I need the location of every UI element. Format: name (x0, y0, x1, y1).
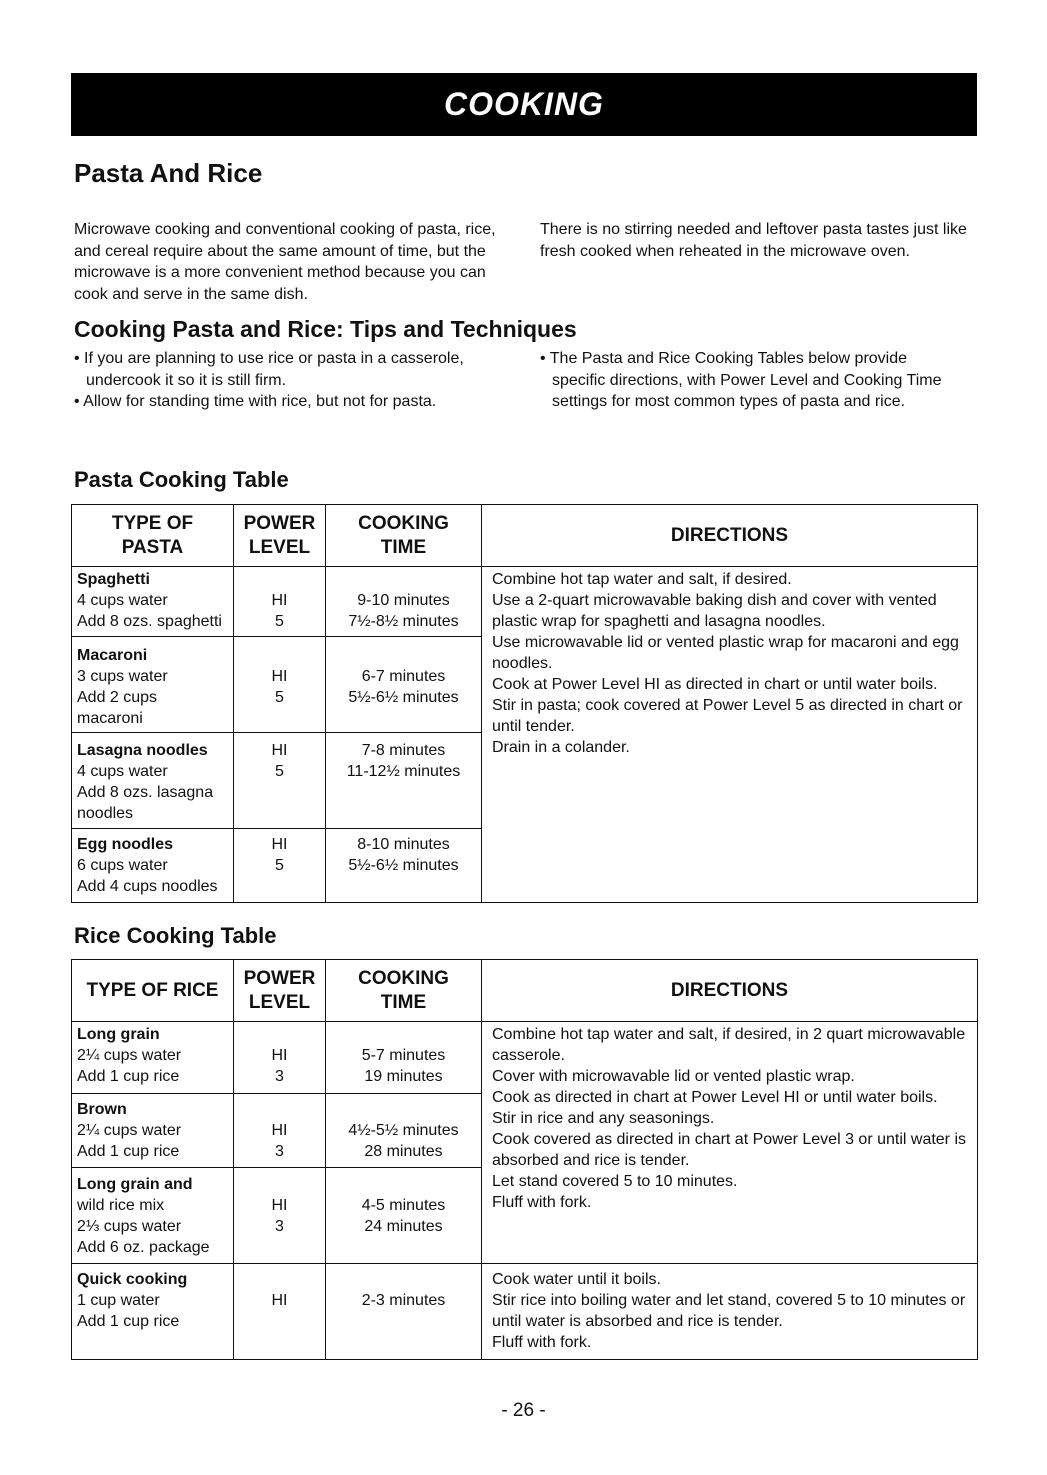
pasta-type-cell (72, 733, 234, 829)
pasta-detail: Add 8 ozs. spaghetti (77, 613, 222, 630)
pasta-detail: Add 2 cups (77, 689, 158, 706)
pasta-cooking-table (71, 504, 978, 903)
col-header-directions: DIRECTIONS (482, 505, 978, 567)
time-value: 2-3 minutes (361, 1292, 446, 1309)
directions-cell (482, 1022, 978, 1264)
rice-detail: Add 1 cup rice (77, 1068, 180, 1085)
power-cell (234, 1264, 326, 1360)
rice-cooking-table (71, 959, 978, 1360)
section-title: Pasta And Rice (74, 158, 263, 188)
rice-detail: 1 cup water (77, 1292, 160, 1309)
table-row (72, 567, 978, 637)
time-cell (326, 1022, 482, 1094)
intro-left: Microwave cooking and conventional cooking of pasta, rice, and cereal require about the same amount of time, but the microwave is a more convenient method because you can cook and serve in the same dish. (74, 221, 496, 303)
rice-detail: Add 6 oz. package (77, 1239, 210, 1256)
time-value: 5½-6½ minutes (348, 689, 459, 706)
power-cell (234, 567, 326, 637)
time-value: 8-10 minutes (357, 836, 450, 853)
tips-title: Cooking Pasta and Rice: Tips and Techniques (74, 316, 577, 342)
pasta-name: Macaroni (77, 647, 148, 664)
power-cell (234, 1094, 326, 1168)
rice-detail: Add 1 cup rice (77, 1143, 180, 1160)
power-value: HI (271, 836, 288, 853)
time-cell (326, 1264, 482, 1360)
time-cell (326, 1094, 482, 1168)
time-value: 19 minutes (364, 1068, 443, 1085)
pasta-detail: noodles (77, 805, 134, 822)
time-cell (326, 637, 482, 733)
direction-text: Cook as directed in chart at Power Level HI or until water boils. (492, 1089, 938, 1106)
direction-text: Use microwavable lid or vented plastic wrap for macaroni and egg noodles. (492, 634, 959, 672)
time-value: 5½-6½ minutes (348, 857, 459, 874)
col-header-directions: DIRECTIONS (482, 960, 978, 1022)
rice-type-cell (72, 1094, 234, 1168)
power-cell (234, 637, 326, 733)
power-cell (234, 1168, 326, 1264)
power-value: 5 (275, 689, 284, 706)
power-value: 3 (275, 1143, 284, 1160)
tip-item: • If you are planning to use rice or pasta in a casserole, undercook it so it is still firm. (74, 348, 514, 391)
direction-text: Combine hot tap water and salt, if desired, in 2 quart microwavable casserole. (492, 1026, 966, 1064)
col-header-type: TYPE OF PASTA (72, 505, 234, 567)
power-value: 5 (275, 763, 284, 780)
power-cell (234, 1022, 326, 1094)
rice-name: Long grain and (77, 1176, 193, 1193)
power-value: HI (271, 1197, 288, 1214)
power-cell (234, 733, 326, 829)
direction-text: Cook at Power Level HI as directed in chart or until water boils. (492, 676, 938, 693)
time-cell (326, 829, 482, 903)
time-value: 24 minutes (364, 1218, 443, 1235)
time-value: 28 minutes (364, 1143, 443, 1160)
time-value: 9-10 minutes (357, 592, 450, 609)
pasta-name: Spaghetti (77, 571, 150, 588)
power-value: HI (271, 668, 288, 685)
pasta-detail: macaroni (77, 710, 143, 727)
direction-text: Stir rice into boiling water and let stand, covered 5 to 10 minutes or until water is absorbed and rice is tender. (492, 1292, 966, 1330)
rice-detail: 2⅓ cups water (77, 1218, 182, 1235)
pasta-detail: Add 4 cups noodles (77, 878, 218, 895)
pasta-detail: 4 cups water (77, 592, 168, 609)
pasta-name: Egg noodles (77, 836, 173, 853)
direction-text: Fluff with fork. (492, 1194, 592, 1211)
intro-right: There is no stirring needed and leftover pasta tastes just like fresh cooked when reheated in the microwave oven. (540, 221, 967, 260)
power-value: 5 (275, 613, 284, 630)
direction-text: Stir in pasta; cook covered at Power Level 5 as directed in chart or until tender. (492, 697, 963, 735)
pasta-detail: 4 cups water (77, 763, 168, 780)
direction-text: Cook covered as directed in chart at Power Level 3 or until water is absorbed and rice is tender. (492, 1131, 967, 1169)
direction-text: Stir in rice and any seasonings. (492, 1110, 715, 1127)
power-value: HI (271, 1292, 288, 1309)
power-value: HI (271, 1122, 288, 1139)
time-value: 7½-8½ minutes (348, 613, 459, 630)
rice-name: Long grain (77, 1026, 160, 1043)
col-header-time: COOKING TIME (326, 960, 482, 1022)
direction-text: Cover with microwavable lid or vented plastic wrap. (492, 1068, 855, 1085)
direction-text: Let stand covered 5 to 10 minutes. (492, 1173, 738, 1190)
direction-text: Cook water until it boils. (492, 1271, 661, 1288)
col-header-power: POWER LEVEL (234, 505, 326, 567)
rice-type-cell (72, 1022, 234, 1094)
rice-detail: wild rice mix (77, 1197, 165, 1214)
pasta-name: Lasagna noodles (77, 742, 208, 759)
pasta-detail: 3 cups water (77, 668, 168, 685)
time-value: 6-7 minutes (361, 668, 446, 685)
power-value: HI (271, 742, 288, 759)
pasta-table-title: Pasta Cooking Table (74, 467, 289, 492)
power-cell (234, 829, 326, 903)
time-cell (326, 1168, 482, 1264)
chapter-title: COOKING (444, 86, 604, 122)
tips-left-list (74, 348, 514, 413)
time-value: 4½-5½ minutes (348, 1122, 459, 1139)
power-value: 5 (275, 857, 284, 874)
power-value: HI (271, 592, 288, 609)
rice-type-cell (72, 1168, 234, 1264)
time-value: 5-7 minutes (361, 1047, 446, 1064)
power-value: 3 (275, 1218, 284, 1235)
chapter-banner (71, 73, 977, 136)
pasta-detail: 6 cups water (77, 857, 168, 874)
pasta-type-cell (72, 829, 234, 903)
direction-text: Fluff with fork. (492, 1334, 592, 1351)
rice-detail: 2¼ cups water (77, 1047, 182, 1064)
pasta-type-cell (72, 637, 234, 733)
rice-detail: 2¼ cups water (77, 1122, 182, 1139)
rice-type-cell (72, 1264, 234, 1360)
direction-text: Use a 2-quart microwavable baking dish and cover with vented plastic wrap for spaghetti and lasagna noodles. (492, 592, 937, 630)
directions-cell (482, 1264, 978, 1360)
tip-item: • Allow for standing time with rice, but not for pasta. (74, 391, 514, 413)
time-cell (326, 733, 482, 829)
rice-name: Quick cooking (77, 1271, 188, 1288)
direction-text: Drain in a colander. (492, 739, 630, 756)
direction-text: Combine hot tap water and salt, if desired. (492, 571, 792, 588)
tips-right-list (540, 348, 960, 413)
time-cell (326, 567, 482, 637)
table-row (72, 1022, 978, 1094)
tip-item: • The Pasta and Rice Cooking Tables below provide specific directions, with Power Level and Cooking Time settings for most common types of pasta and rice. (540, 348, 960, 413)
time-value: 7-8 minutes (361, 742, 446, 759)
rice-name: Brown (77, 1101, 127, 1118)
col-header-power: POWER LEVEL (234, 960, 326, 1022)
directions-cell (482, 567, 978, 903)
power-value: 3 (275, 1068, 284, 1085)
time-value: 4-5 minutes (361, 1197, 446, 1214)
time-value: 11-12½ minutes (346, 763, 461, 780)
pasta-detail: Add 8 ozs. lasagna (77, 784, 214, 801)
col-header-time: COOKING TIME (326, 505, 482, 567)
pasta-type-cell (72, 567, 234, 637)
rice-table-title: Rice Cooking Table (74, 923, 277, 948)
table-row (72, 1264, 978, 1360)
col-header-type: TYPE OF RICE (72, 960, 234, 1022)
power-value: HI (271, 1047, 288, 1064)
page-number: - 26 - (501, 1400, 546, 1421)
rice-detail: Add 1 cup rice (77, 1313, 180, 1330)
